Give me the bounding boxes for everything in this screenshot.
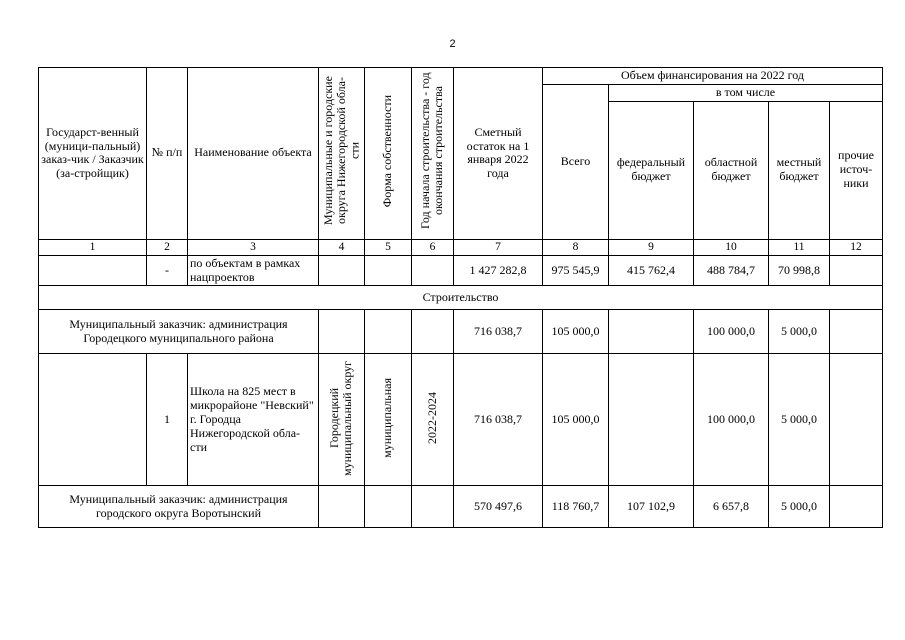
page-number: 2: [449, 38, 456, 50]
column-number: 9: [609, 239, 694, 255]
years-text: 2022-2024: [424, 392, 439, 444]
column-number: 1: [39, 239, 147, 255]
header-other: прочие источ-ники: [830, 101, 883, 239]
header-object-name: Наименование объекта: [188, 68, 319, 240]
column-number: 3: [188, 239, 319, 255]
cell-estimate: 716 038,7: [454, 354, 543, 486]
table-row-natsproekt: [39, 255, 883, 286]
cell-federal: [609, 354, 694, 486]
cell-local: 5 000,0: [769, 310, 830, 354]
cell-object-name: по объектам в рамках нацпроектов: [188, 255, 319, 286]
cell-empty: [319, 486, 365, 528]
section-row: [39, 286, 883, 310]
header-row-1: [39, 68, 883, 85]
header-regional: областной бюджет: [694, 101, 769, 239]
header-financing: Объем финансирования на 2022 год: [543, 68, 883, 85]
cell-total: 105 000,0: [543, 354, 609, 486]
header-federal: федеральный бюджет: [609, 101, 694, 239]
cell-empty: [365, 486, 412, 528]
cell-number: 1: [147, 354, 188, 486]
cell-local: 5 000,0: [769, 486, 830, 528]
ownership-text: муниципальная: [380, 378, 395, 458]
header-number: № п/п: [147, 68, 188, 240]
cell-empty: [412, 310, 454, 354]
financing-table: [38, 67, 883, 528]
header-estimate: Сметный остаток на 1 января 2022 года: [454, 68, 543, 240]
header-district: [319, 68, 365, 240]
cell-empty: [319, 255, 365, 286]
customer-label: Муниципальный заказчик: администрация городского округа Воротынский: [39, 486, 319, 528]
header-customer: Государст-венный (муници-пальный) заказ-чик / Заказчик (за-стройщик): [39, 68, 147, 240]
column-number: 12: [830, 239, 883, 255]
cell-federal: [609, 310, 694, 354]
header-ownership-text: Форма собственности: [380, 95, 395, 208]
header-local: местный бюджет: [769, 101, 830, 239]
cell-federal: 415 762,4: [609, 255, 694, 286]
cell-other: [830, 255, 883, 286]
column-number: 8: [543, 239, 609, 255]
header-years: [412, 68, 454, 240]
cell-regional: 100 000,0: [694, 354, 769, 486]
column-number: 5: [365, 239, 412, 255]
header-total: Всего: [543, 84, 609, 239]
column-number: 11: [769, 239, 830, 255]
header-years-text: Год начала строительства - год окончания строительства: [418, 73, 446, 230]
column-number: 2: [147, 239, 188, 255]
column-number: 4: [319, 239, 365, 255]
cell-years: [412, 354, 454, 486]
cell-total: 118 760,7: [543, 486, 609, 528]
district-text: Городецкий муниципальный округ: [327, 360, 355, 476]
column-number: 7: [454, 239, 543, 255]
cell-empty: [365, 310, 412, 354]
cell-object-name: Школа на 825 мест в микрорайоне "Невский" г. Городца Нижегородской обла-сти: [188, 354, 319, 486]
cell-total: 975 545,9: [543, 255, 609, 286]
customer-label: Муниципальный заказчик: администрация Городецкого муниципального района: [39, 310, 319, 354]
cell-regional: 488 784,7: [694, 255, 769, 286]
cell-estimate: 570 497,6: [454, 486, 543, 528]
column-numbers-row: [39, 239, 883, 255]
cell-number: -: [147, 255, 188, 286]
cell-estimate: 1 427 282,8: [454, 255, 543, 286]
cell-local: 70 998,8: [769, 255, 830, 286]
cell-empty: [39, 255, 147, 286]
table-row-customer-gorodets: [39, 310, 883, 354]
column-number: 6: [412, 239, 454, 255]
cell-empty: [412, 486, 454, 528]
header-including: в том числе: [609, 84, 883, 101]
cell-empty: [412, 255, 454, 286]
header-district-text: Муниципальные и городские округа Нижегородской обла-сти: [320, 76, 362, 226]
cell-total: 105 000,0: [543, 310, 609, 354]
header-ownership: [365, 68, 412, 240]
cell-district: [319, 354, 365, 486]
cell-empty: [365, 255, 412, 286]
cell-estimate: 716 038,7: [454, 310, 543, 354]
section-title: Строительство: [39, 286, 883, 310]
cell-local: 5 000,0: [769, 354, 830, 486]
cell-other: [830, 354, 883, 486]
cell-regional: 6 657,8: [694, 486, 769, 528]
cell-other: [830, 486, 883, 528]
table-row-customer-vorotynsky: [39, 486, 883, 528]
cell-other: [830, 310, 883, 354]
table-row-object-school: [39, 354, 883, 486]
column-number: 10: [694, 239, 769, 255]
cell-empty: [319, 310, 365, 354]
cell-ownership: [365, 354, 412, 486]
cell-federal: 107 102,9: [609, 486, 694, 528]
cell-empty: [39, 354, 147, 486]
cell-regional: 100 000,0: [694, 310, 769, 354]
